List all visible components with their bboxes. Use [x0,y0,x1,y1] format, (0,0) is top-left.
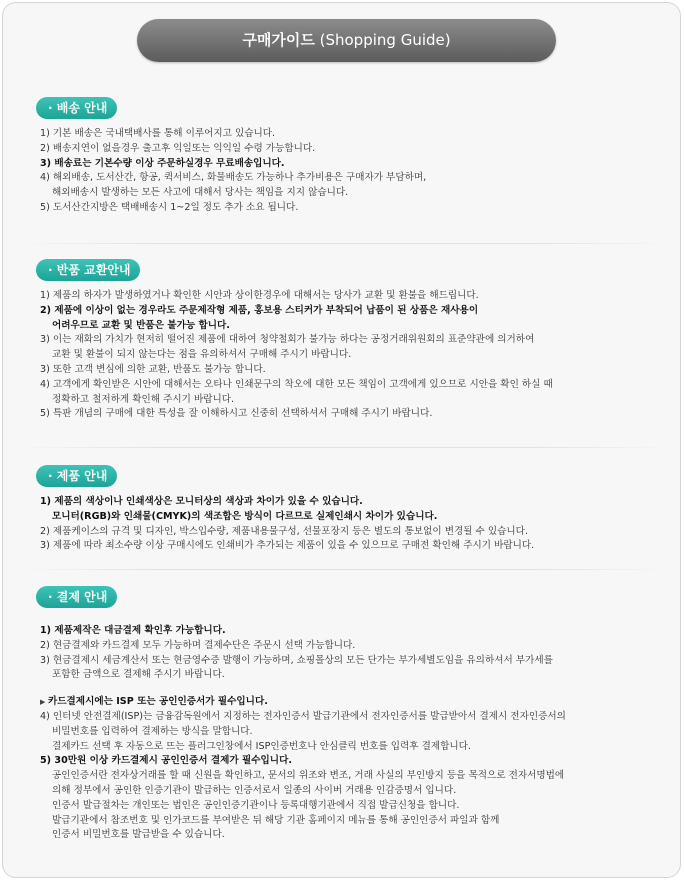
list-item: 5) 30만원 이상 카드결제시 공인인증서 결제가 필수입니다. [40,755,292,767]
product-lines [40,495,534,554]
list-item: 2) 배송지연이 없을경우 출고후 익일또는 익익일 수령 가능합니다. [40,142,316,154]
list-item: 발급기관에서 참조번호 및 인가코드를 부여받은 뒤 해당 기관 홈페이지 메뉴를 통해 공인인증서 파일과 함께 [52,814,500,826]
list-item: 인증서 비밀번호를 발급받을 수 있습니다. [52,829,225,841]
list-item: 1) 제품의 색상이나 인쇄색상은 모니터상의 색상과 차이가 있을 수 있습니다. [40,496,363,507]
divider [21,569,669,570]
list-item: 2) 제품케이스의 규격 및 디자인, 박스입수량, 제품내용물구성, 선물포장지 등은 별도의 통보없이 변경될 수 있습니다. [40,525,528,537]
list-item: 5) 특판 개념의 구매에 대한 특성을 잘 이해하시고 신중히 선택하셔서 구매해 주시기 바랍니다. [40,408,433,420]
list-item: 비밀번호를 입력하여 결제하는 방식을 말합니다. [52,725,253,737]
list-item: 2) 제품에 이상이 없는 경우라도 주문제작형 제품, 홍보용 스티커가 부착되어 납품이 된 상품은 재사용이 [40,304,479,316]
list-item: 1) 제품제작은 대금결제 확인후 가능합니다. [40,625,226,636]
divider [21,243,669,244]
section-label-returns: · 반품 교환안내 [36,259,140,281]
title-sub: (Shopping Guide) [319,31,451,49]
page-title [137,19,556,62]
list-item: 3) 제품에 따라 최소수량 이상 구매시에도 인쇄비가 추가되는 제품이 있을 수 있으므로 구매전 확인해 주시기 바랍니다. [40,540,535,552]
title-main: 구매가이드 [242,31,315,49]
list-item: 3) 이는 재화의 가치가 현저히 떨어진 제품에 대하여 청약철회가 불가능 하다는 공정거래위원회의 표준약관에 의거하여 [40,334,535,346]
shopping-guide-panel [2,2,681,878]
list-item: 3) 또한 고객 변심에 의한 교환, 반품도 불가능 합니다. [40,363,266,375]
section-label-product: · 제품 안내 [36,465,117,487]
returns-lines [40,289,553,422]
list-item: 4) 해외배송, 도서산간, 항공, 퀵서비스, 화물배송도 가능하나 추가비용은 구매자가 부담하며, [40,172,427,184]
divider [21,447,669,448]
list-item: 공인인증서란 전자상거래를 할 때 신원을 확인하고, 문서의 위조와 변조, 거래 사실의 부인방지 등을 목적으로 전자서명법에 [52,770,565,782]
list-item: 의해 정부에서 공인한 인증기관이 발급하는 인증서로서 일종의 사이버 거래용 인감증명서 입니다. [52,784,457,796]
list-item: 정확하고 철저하게 확인해 주시기 바랍니다. [52,393,235,405]
list-item: 2) 현금결제와 카드결제 모두 가능하며 결제수단은 주문시 선택 가능합니다. [40,639,356,651]
list-item: 1) 제품의 하자가 발생하였거나 확인한 시안과 상이한경우에 대해서는 당사가 교환 및 환불을 해드립니다. [40,290,479,301]
list-item: 4) 고객에게 확인받은 시안에 대해서는 오타나 인쇄문구의 착오에 대한 모든 책임이 고객에게 있으므로 시안을 확인 하실 때 [40,378,553,390]
list-item: 인증서 발급절차는 개인또는 법인은 공인인증기관이나 등록대행기관에서 직접 발급신청을 합니다. [52,799,460,811]
section-label-shipping: · 배송 안내 [36,97,117,119]
list-item: 포함한 금액으로 결제해 주시기 바랍니다. [52,669,225,681]
list-item: 결제카드 선택 후 자동으로 뜨는 플러그인창에서 ISP인증번호나 안심클릭 번호를 입력후 결제합니다. [52,740,471,752]
triangle-right-icon: ▶ [40,698,46,707]
list-item: 3) 배송료는 기본수량 이상 주문하실경우 무료배송입니다. [40,157,285,169]
section-label-payment: · 결제 안내 [36,586,117,608]
list-item: 교환 및 환불이 되지 않는다는 점을 유의하셔서 구매해 주시기 바랍니다. [52,349,352,361]
spacer [40,683,566,695]
payment-lines [40,624,566,843]
list-item: 4) 인터넷 안전결제(ISP)는 금융감독원에서 지정하는 전자인증서 발급기관에서 전자인증서를 발급받아서 결제시 전자인증서의 [40,710,566,722]
list-item: 3) 현금결제시 세금계산서 또는 현금영수증 발행이 가능하며, 쇼핑몰상의 모든 단가는 부가세별도임을 유의하셔서 부가세를 [40,654,553,666]
list-item: 어려우므로 교환 및 반품은 불가능 합니다. [52,319,230,331]
list-item: 5) 도서산간지방은 택배배송시 1~2일 정도 추가 소요 됩니다. [40,201,299,213]
list-item: 모니터(RGB)와 인쇄물(CMYK)의 색조합은 방식이 다르므로 실제인쇄시 차이가 있습니다. [52,510,438,522]
list-item: 1) 기본 배송은 국내택배사를 통해 이루어지고 있습니다. [40,128,276,139]
shipping-lines [40,127,426,216]
card-payment-note: 카드결제시에는 ISP 또는 공인인증서가 필수입니다. [48,696,268,708]
list-item [40,695,566,710]
list-item: 해외배송시 발생하는 모든 사고에 대해서 당사는 책임을 지지 않습니다. [52,187,349,199]
